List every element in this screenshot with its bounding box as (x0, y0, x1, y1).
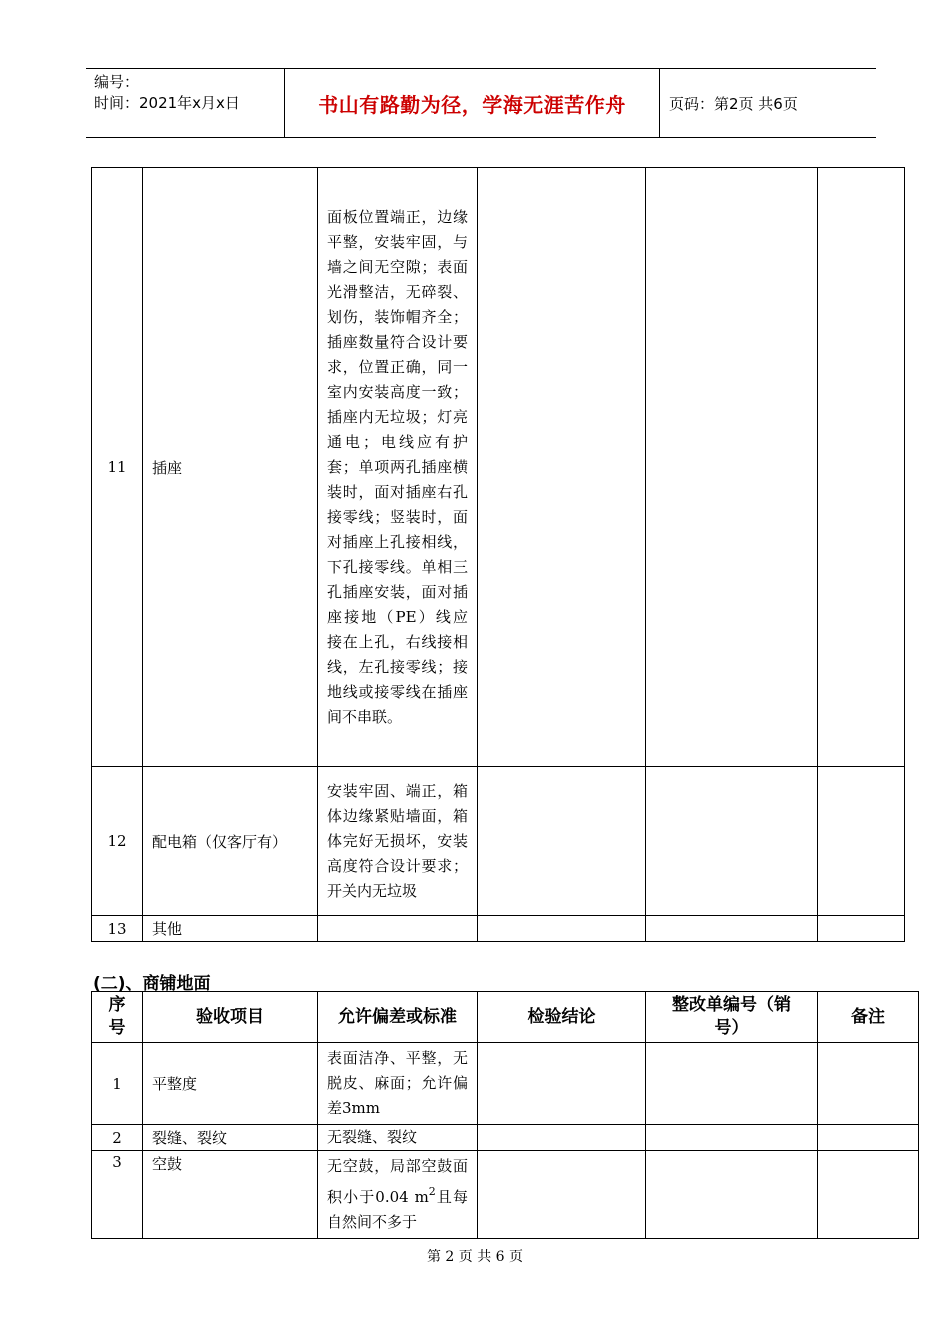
row-number: 11 (92, 168, 143, 767)
row-standard: 无裂缝、裂纹 (318, 1125, 478, 1151)
superscript-2: 2 (428, 1185, 436, 1198)
row-rectify (646, 1151, 818, 1239)
standard-text-a: 无空鼓，局部空鼓面积小于0.04 m (327, 1157, 468, 1206)
row-number: 12 (92, 767, 143, 916)
row-remark (818, 168, 905, 767)
header-motto: 书山有路勤为径，学海无涯苦作舟 (285, 69, 660, 137)
row-remark (818, 767, 905, 916)
row-standard (318, 916, 478, 942)
row-item: 配电箱（仅客厅有） (143, 767, 318, 916)
table-row (92, 168, 905, 767)
row-number: 3 (92, 1151, 143, 1239)
row-result (478, 168, 646, 767)
serial-label: 编号： (94, 73, 140, 91)
inspection-table-2 (91, 991, 919, 1239)
header-item: 验收项目 (143, 992, 318, 1043)
header-remark: 备注 (818, 992, 919, 1043)
table-row (92, 767, 905, 916)
row-result (478, 1151, 646, 1239)
row-standard: 安装牢固、端正，箱体边缘紧贴墙面，箱体完好无损坏，安装高度符合设计要求；开关内无垃圾 (318, 767, 478, 916)
row-item: 空鼓 (143, 1151, 318, 1239)
table-row (92, 1151, 919, 1239)
table-row (92, 1043, 919, 1125)
standard-text-b: 且每自然间不多于 (327, 1188, 468, 1231)
section-title: (二)、商铺地面 (93, 974, 211, 994)
header-no: 序号 (92, 992, 143, 1043)
row-rectify (646, 916, 818, 942)
row-remark (818, 1125, 919, 1151)
row-result (478, 1043, 646, 1125)
row-standard (318, 1151, 478, 1239)
row-standard: 面板位置端正，边缘平整，安装牢固，与墙之间无空隙；表面光滑整洁，无碎裂、划伤，装饰帽齐全；插座数量符合设计要求，位置正确，同一室内安装高度一致；插座内无垃圾；灯亮通电；电线应有护套；单项两孔插座横装时，面对插座右孔接零线；竖装时，面对插座上孔接相线，下孔接零线。单相三孔插座安装，面对插座接地（PE）线应接在上孔，右线接相线，左孔接零线；接地线或接零线在插座间不串联。 (318, 168, 478, 767)
row-item: 平整度 (143, 1043, 318, 1125)
row-result (478, 1125, 646, 1151)
page-header (86, 68, 876, 138)
header-standard: 允许偏差或标准 (318, 992, 478, 1043)
table-row (92, 916, 905, 942)
table-row (92, 1125, 919, 1151)
header-page-info (660, 69, 876, 137)
row-number: 13 (92, 916, 143, 942)
row-number: 1 (92, 1043, 143, 1125)
row-remark (818, 1151, 919, 1239)
table-header-row (92, 992, 919, 1043)
row-result (478, 916, 646, 942)
row-item: 其他 (143, 916, 318, 942)
page-info-label: 页码：第2页 共6页 (669, 94, 798, 113)
page-footer: 第 2 页 共 6 页 (426, 1249, 524, 1265)
row-result (478, 767, 646, 916)
header-meta (86, 69, 285, 137)
row-number: 2 (92, 1125, 143, 1151)
row-remark (818, 916, 905, 942)
row-rectify (646, 1043, 818, 1125)
row-item: 裂缝、裂纹 (143, 1125, 318, 1151)
inspection-table-1 (91, 167, 905, 942)
time-label: 时间：2021年x月x日 (94, 94, 240, 112)
row-rectify (646, 168, 818, 767)
header-result: 检验结论 (478, 992, 646, 1043)
row-item: 插座 (143, 168, 318, 767)
row-rectify (646, 767, 818, 916)
row-standard: 表面洁净、平整，无脱皮、麻面；允许偏差3mm (318, 1043, 478, 1125)
row-remark (818, 1043, 919, 1125)
header-rectify: 整改单编号（销号） (646, 992, 818, 1043)
row-rectify (646, 1125, 818, 1151)
